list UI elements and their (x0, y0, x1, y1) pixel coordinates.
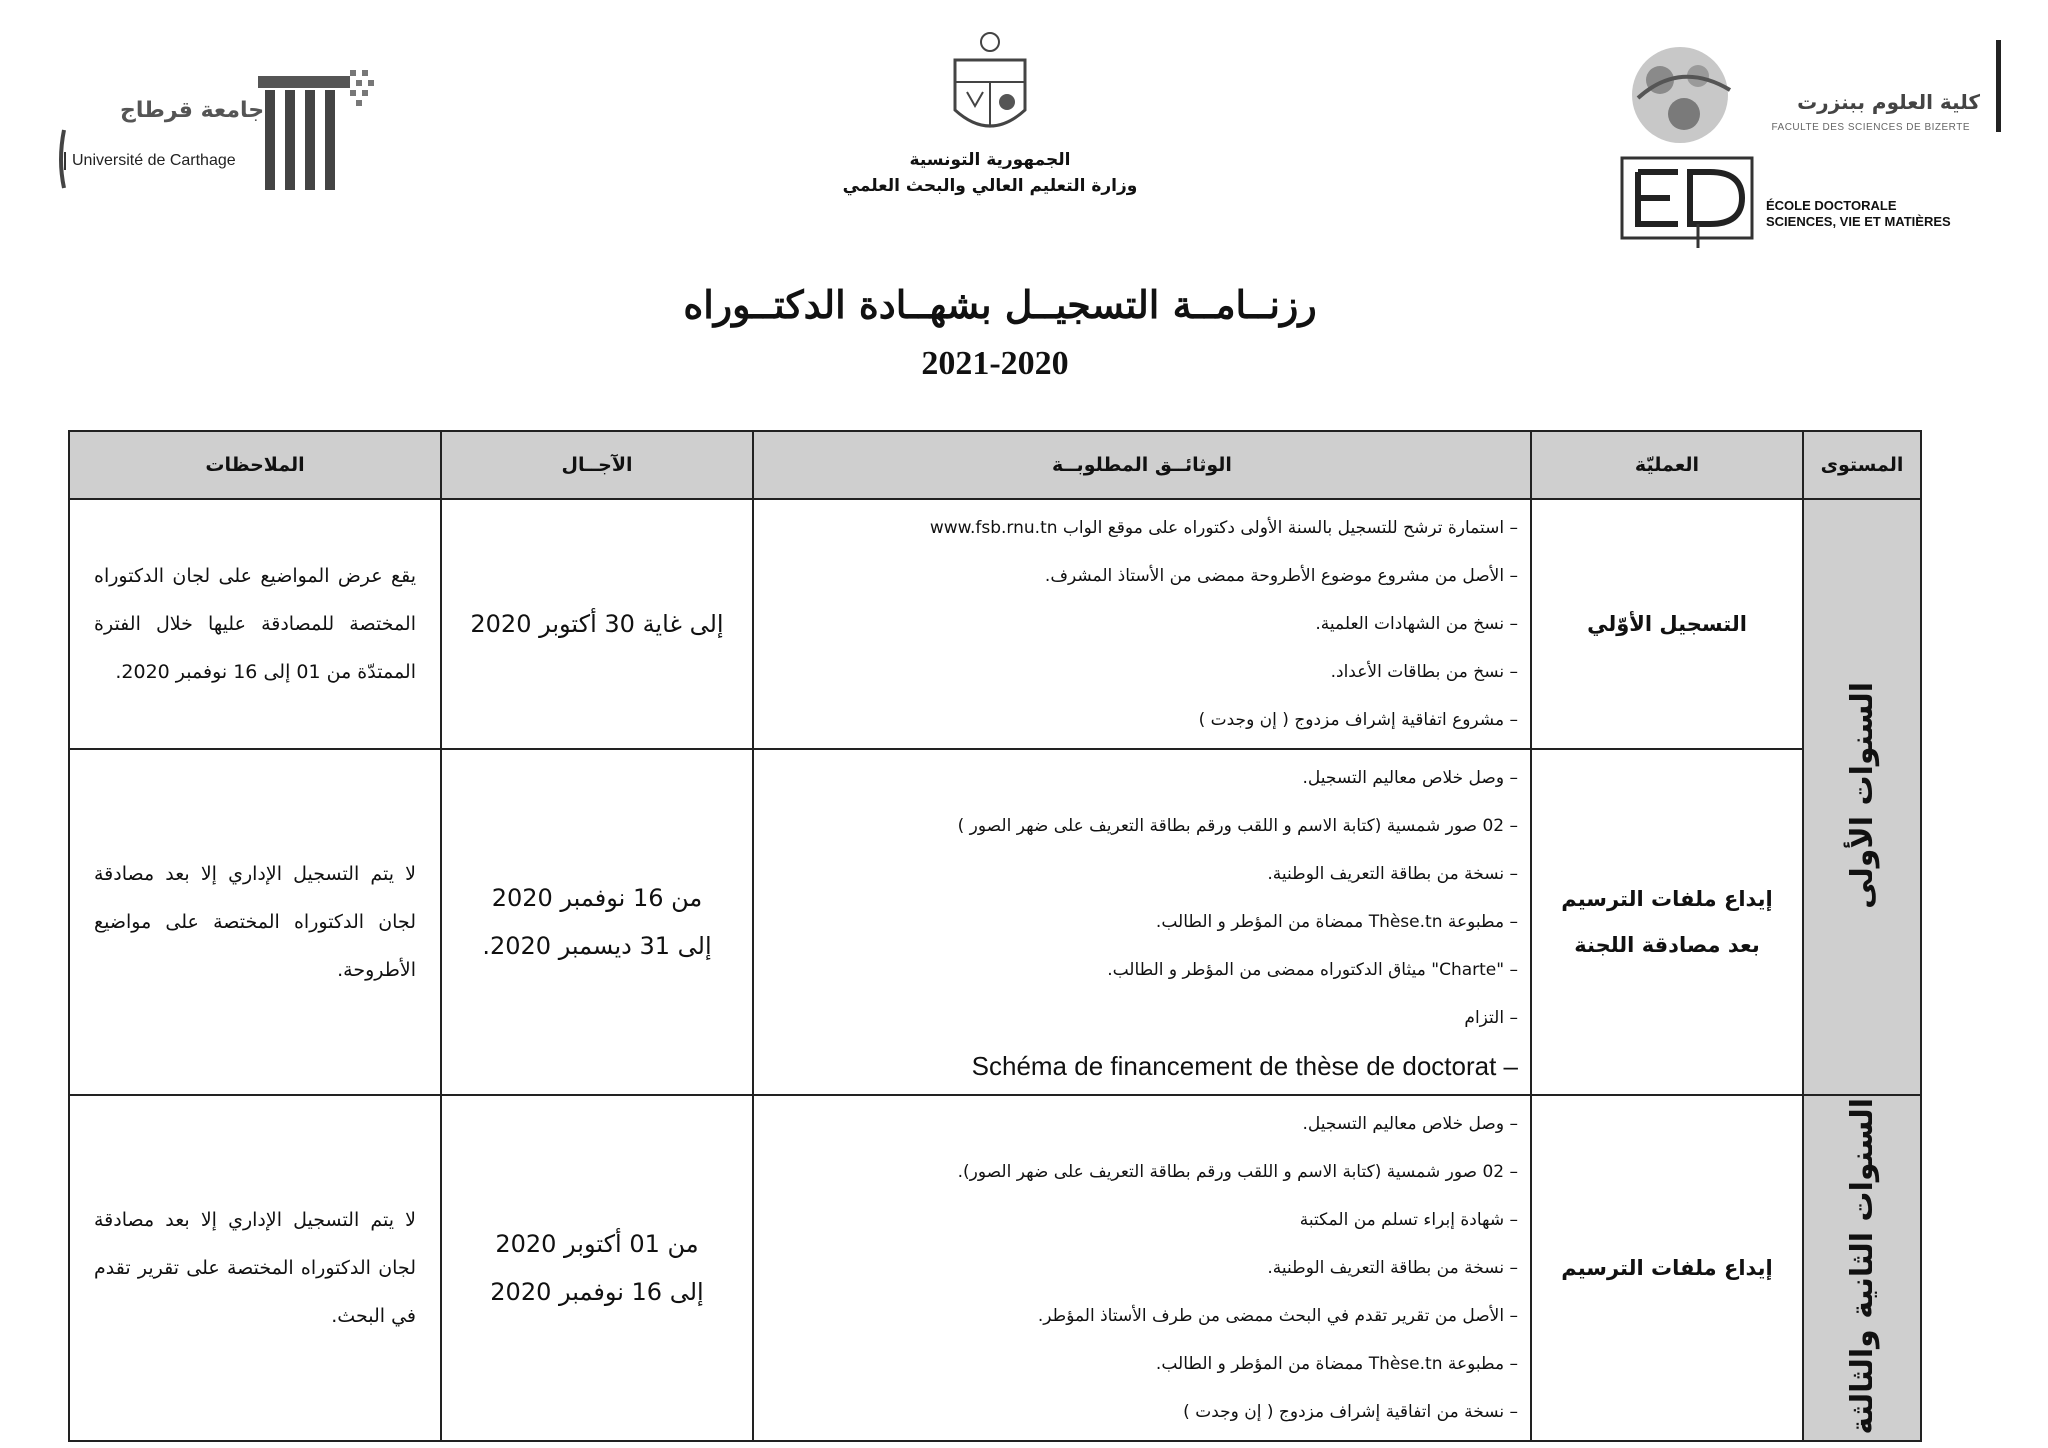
operation-cell: إيداع ملفات الترسيم (1531, 1095, 1803, 1441)
carthage-columns-icon (50, 60, 390, 200)
deadline-from: من 01 أكتوبر 2020 (495, 1230, 699, 1258)
tunisia-coat-of-arms-icon (935, 30, 1045, 150)
documents-list (764, 1100, 1518, 1436)
document-item: – نسخ من بطاقات الأعداد. (764, 648, 1518, 696)
carthage-logo-arabic: جامعة قرطاج (120, 98, 265, 123)
documents-list (764, 504, 1518, 744)
document-item: – 02 صور شمسية (كتابة الاسم و اللقب ورقم بطاقة التعريف على ضهر الصور ) (764, 802, 1518, 850)
documents-cell (753, 1095, 1531, 1441)
vertical-bar-icon (1994, 40, 2004, 140)
document-item: – الأصل من تقرير تقدم في البحث ممضى من طرف الأستاذ المؤطر. (764, 1292, 1518, 1340)
operation-cell: إيداع ملفات الترسيم بعد مصادقة اللجنة (1531, 749, 1803, 1095)
document-item: – نسخ من الشهادات العلمية. (764, 600, 1518, 648)
ed-name-line2: SCIENCES, VIE ET MATIÈRES (1766, 214, 1951, 229)
header-deadline: الآجــال (441, 431, 753, 499)
table-header-row (69, 431, 1921, 499)
faculty-bizerte-logo (1620, 40, 2000, 150)
operation-cell: التسجيل الأوّلي (1531, 499, 1803, 749)
document-title: رزنــامــة التسجيــل بشهــادة الدكتــوراه (683, 282, 1317, 327)
registration-calendar-table (68, 430, 1922, 1442)
document-item: – 02 صور شمسية (كتابة الاسم و اللقب ورقم بطاقة التعريف على ضهر الصور). (764, 1148, 1518, 1196)
ministry-header (820, 30, 1160, 196)
level-cell-second-third-year (1803, 1095, 1921, 1441)
ed-monogram-icon (1620, 150, 1760, 250)
documents-list (764, 754, 1518, 1090)
document-item: – وصل خلاص معاليم التسجيل. (764, 754, 1518, 802)
document-item: – نسخة من اتفاقية إشراف مزدوج ( إن وجدت ) (764, 1388, 1518, 1436)
document-item: – وصل خلاص معاليم التسجيل. (764, 1100, 1518, 1148)
deadline-cell (441, 749, 753, 1095)
notes-cell: يقع عرض المواضيع على لجان الدكتوراه المختصة للمصادقة عليها خلال الفترة الممتدّة من 01 إلى 16 نوفمبر 2020. (69, 499, 441, 749)
level-label: السنوات الثانية والثالثة (1844, 1097, 1880, 1435)
deadline-to: إلى 31 ديسمبر 2020. (482, 932, 712, 960)
ed-name-line1: ÉCOLE DOCTORALE (1766, 198, 1897, 213)
document-item: – مطبوعة Thèse.tn ممضاة من المؤطر و الطالب. (764, 898, 1518, 946)
document-item: – نسخة من بطاقة التعريف الوطنية. (764, 1244, 1518, 1292)
academic-year: 2021-2020 (921, 345, 1069, 382)
document-item: – Schéma de financement de thèse de doctorat (764, 1042, 1518, 1090)
level-label: السنوات الأولى (1844, 681, 1880, 909)
header-operation: العمليّة (1531, 431, 1803, 499)
notes-cell: لا يتم التسجيل الإداري إلا بعد مصادقة لجان الدكتوراه المختصة على مواضيع الأطروحة. (69, 749, 441, 1095)
document-item: – استمارة ترشح للتسجيل بالسنة الأولى دكتوراه على موقع الواب www.fsb.rnu.tn (764, 504, 1518, 552)
faculty-globe-icon (1620, 40, 1750, 150)
header-level: المستوى (1803, 431, 1921, 499)
table-row (69, 499, 1921, 749)
deadline-cell: إلى غاية 30 أكتوبر 2020 (441, 499, 753, 749)
header-documents: الوثائــق المطلوبــة (753, 431, 1531, 499)
document-item: – مطبوعة Thèse.tn ممضاة من المؤطر و الطالب. (764, 1340, 1518, 1388)
republic-name: الجمهورية التونسية (909, 150, 1071, 170)
table-row (69, 1095, 1921, 1441)
deadline-to: إلى 16 نوفمبر 2020 (490, 1278, 704, 1306)
header-notes: الملاحظات (69, 431, 441, 499)
ecole-doctorale-logo (1620, 150, 2010, 250)
deadline-from: من 16 نوفمبر 2020 (491, 884, 703, 912)
document-item: – "Charte" ميثاق الدكتوراه ممضى من المؤطر و الطالب. (764, 946, 1518, 994)
documents-cell (753, 499, 1531, 749)
deadline-cell (441, 1095, 753, 1441)
carthage-logo-french: Université de Carthage (64, 152, 236, 170)
faculty-logo-french: FACULTE DES SCIENCES DE BIZERTE (1771, 122, 1970, 133)
document-item: – نسخة من بطاقة التعريف الوطنية. (764, 850, 1518, 898)
table-row (69, 749, 1921, 1095)
level-cell-first-year (1803, 499, 1921, 1095)
ministry-name: وزارة التعليم العالي والبحث العلمي (842, 176, 1138, 196)
document-item: – الأصل من مشروع موضوع الأطروحة ممضى من الأستاذ المشرف. (764, 552, 1518, 600)
notes-cell: لا يتم التسجيل الإداري إلا بعد مصادقة لجان الدكتوراه المختصة على تقرير تقدم في البحث. (69, 1095, 441, 1441)
document-item: – شهادة إبراء تسلم من المكتبة (764, 1196, 1518, 1244)
faculty-logo-arabic: كلية العلوم ببنزرت (1797, 90, 1980, 114)
document-item: – التزام (764, 994, 1518, 1042)
university-carthage-logo (50, 60, 390, 200)
document-item: – مشروع اتفاقية إشراف مزدوج ( إن وجدت ) (764, 696, 1518, 744)
documents-cell (753, 749, 1531, 1095)
